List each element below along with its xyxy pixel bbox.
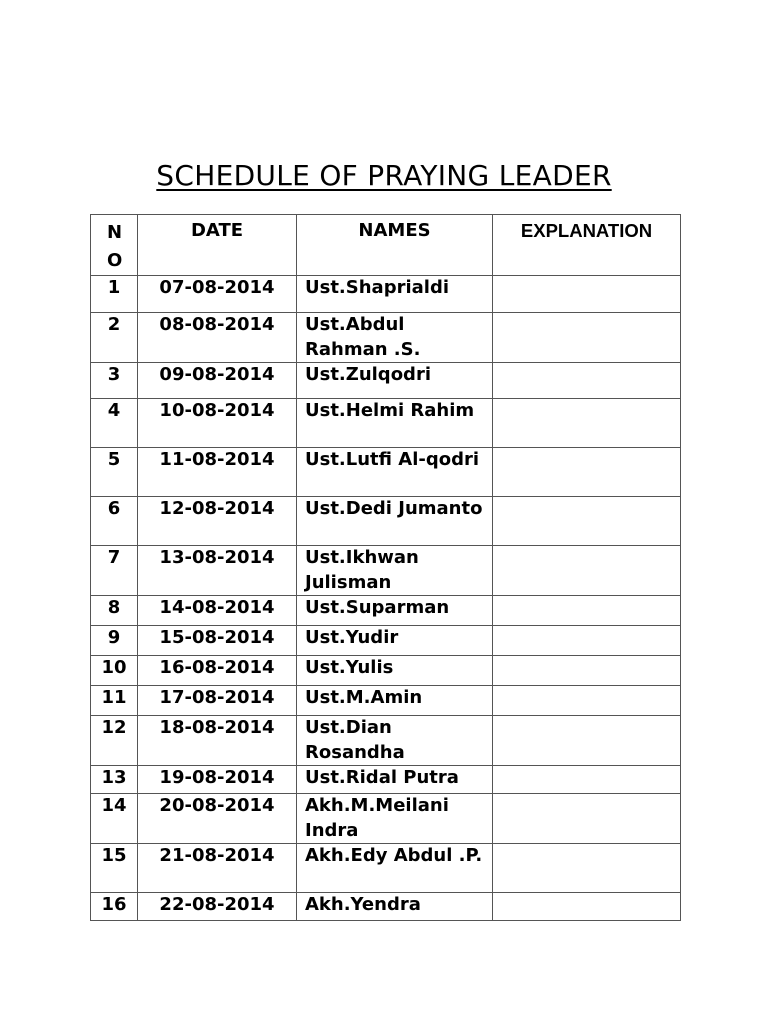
- table-row: [91, 893, 681, 921]
- row-explanation: [493, 497, 681, 546]
- row-number: 4: [91, 399, 138, 448]
- table-row: [91, 766, 681, 794]
- row-explanation: [493, 794, 681, 844]
- row-explanation: [493, 626, 681, 656]
- row-name: Ust.Suparman: [297, 596, 493, 626]
- row-name: Ust.Abdul Rahman .S.: [297, 313, 493, 363]
- row-number: 11: [91, 686, 138, 716]
- row-name: Ust.Helmi Rahim: [297, 399, 493, 448]
- row-number: 9: [91, 626, 138, 656]
- row-name: Ust.Shaprialdi: [297, 276, 493, 313]
- table-row: [91, 399, 681, 448]
- row-date: 20-08-2014: [138, 794, 297, 844]
- schedule-table: [90, 214, 681, 921]
- table-row: [91, 497, 681, 546]
- row-number: 12: [91, 716, 138, 766]
- row-number: 6: [91, 497, 138, 546]
- row-number: 3: [91, 363, 138, 399]
- row-date: 19-08-2014: [138, 766, 297, 794]
- row-explanation: [493, 363, 681, 399]
- header-no: NO: [91, 215, 138, 276]
- row-number: 13: [91, 766, 138, 794]
- table-row: [91, 844, 681, 893]
- row-date: 15-08-2014: [138, 626, 297, 656]
- row-name: Ust.M.Amin: [297, 686, 493, 716]
- table-row: [91, 656, 681, 686]
- row-explanation: [493, 844, 681, 893]
- row-name: Ust.Ikhwan Julisman: [297, 546, 493, 596]
- row-name: Ust.Ridal Putra: [297, 766, 493, 794]
- row-explanation: [493, 313, 681, 363]
- row-date: 08-08-2014: [138, 313, 297, 363]
- row-date: 18-08-2014: [138, 716, 297, 766]
- row-explanation: [493, 276, 681, 313]
- table-row: [91, 448, 681, 497]
- row-explanation: [493, 656, 681, 686]
- row-date: 16-08-2014: [138, 656, 297, 686]
- row-number: 5: [91, 448, 138, 497]
- header-date: DATE: [138, 215, 297, 276]
- row-explanation: [493, 893, 681, 921]
- row-explanation: [493, 399, 681, 448]
- row-name: Ust.Yulis: [297, 656, 493, 686]
- row-name: Ust.Dian Rosandha: [297, 716, 493, 766]
- row-date: 09-08-2014: [138, 363, 297, 399]
- row-explanation: [493, 766, 681, 794]
- row-number: 10: [91, 656, 138, 686]
- table-row: [91, 276, 681, 313]
- table-row: [91, 363, 681, 399]
- row-name: Ust.Yudir: [297, 626, 493, 656]
- row-explanation: [493, 716, 681, 766]
- table-row: [91, 686, 681, 716]
- row-number: 2: [91, 313, 138, 363]
- row-name: Ust.Lutfi Al-qodri: [297, 448, 493, 497]
- row-explanation: [493, 546, 681, 596]
- row-number: 7: [91, 546, 138, 596]
- table-row: [91, 716, 681, 766]
- row-number: 14: [91, 794, 138, 844]
- row-explanation: [493, 596, 681, 626]
- row-date: 22-08-2014: [138, 893, 297, 921]
- row-date: 10-08-2014: [138, 399, 297, 448]
- table-header-row: [91, 215, 681, 276]
- page-title: SCHEDULE OF PRAYING LEADER: [156, 159, 612, 192]
- row-date: 17-08-2014: [138, 686, 297, 716]
- header-names: NAMES: [297, 215, 493, 276]
- table-row: [91, 546, 681, 596]
- row-explanation: [493, 448, 681, 497]
- row-date: 14-08-2014: [138, 596, 297, 626]
- table-row: [91, 626, 681, 656]
- row-date: 21-08-2014: [138, 844, 297, 893]
- table-row: [91, 596, 681, 626]
- row-date: 11-08-2014: [138, 448, 297, 497]
- row-name: Akh.M.Meilani Indra: [297, 794, 493, 844]
- header-explanation: EXPLANATION: [493, 215, 681, 276]
- table-row: [91, 794, 681, 844]
- row-date: 12-08-2014: [138, 497, 297, 546]
- row-number: 16: [91, 893, 138, 921]
- row-name: Ust.Dedi Jumanto: [297, 497, 493, 546]
- table-row: [91, 313, 681, 363]
- row-name: Ust.Zulqodri: [297, 363, 493, 399]
- row-name: Akh.Yendra: [297, 893, 493, 921]
- row-explanation: [493, 686, 681, 716]
- row-name: Akh.Edy Abdul .P.: [297, 844, 493, 893]
- row-number: 8: [91, 596, 138, 626]
- row-date: 07-08-2014: [138, 276, 297, 313]
- row-number: 15: [91, 844, 138, 893]
- row-date: 13-08-2014: [138, 546, 297, 596]
- row-number: 1: [91, 276, 138, 313]
